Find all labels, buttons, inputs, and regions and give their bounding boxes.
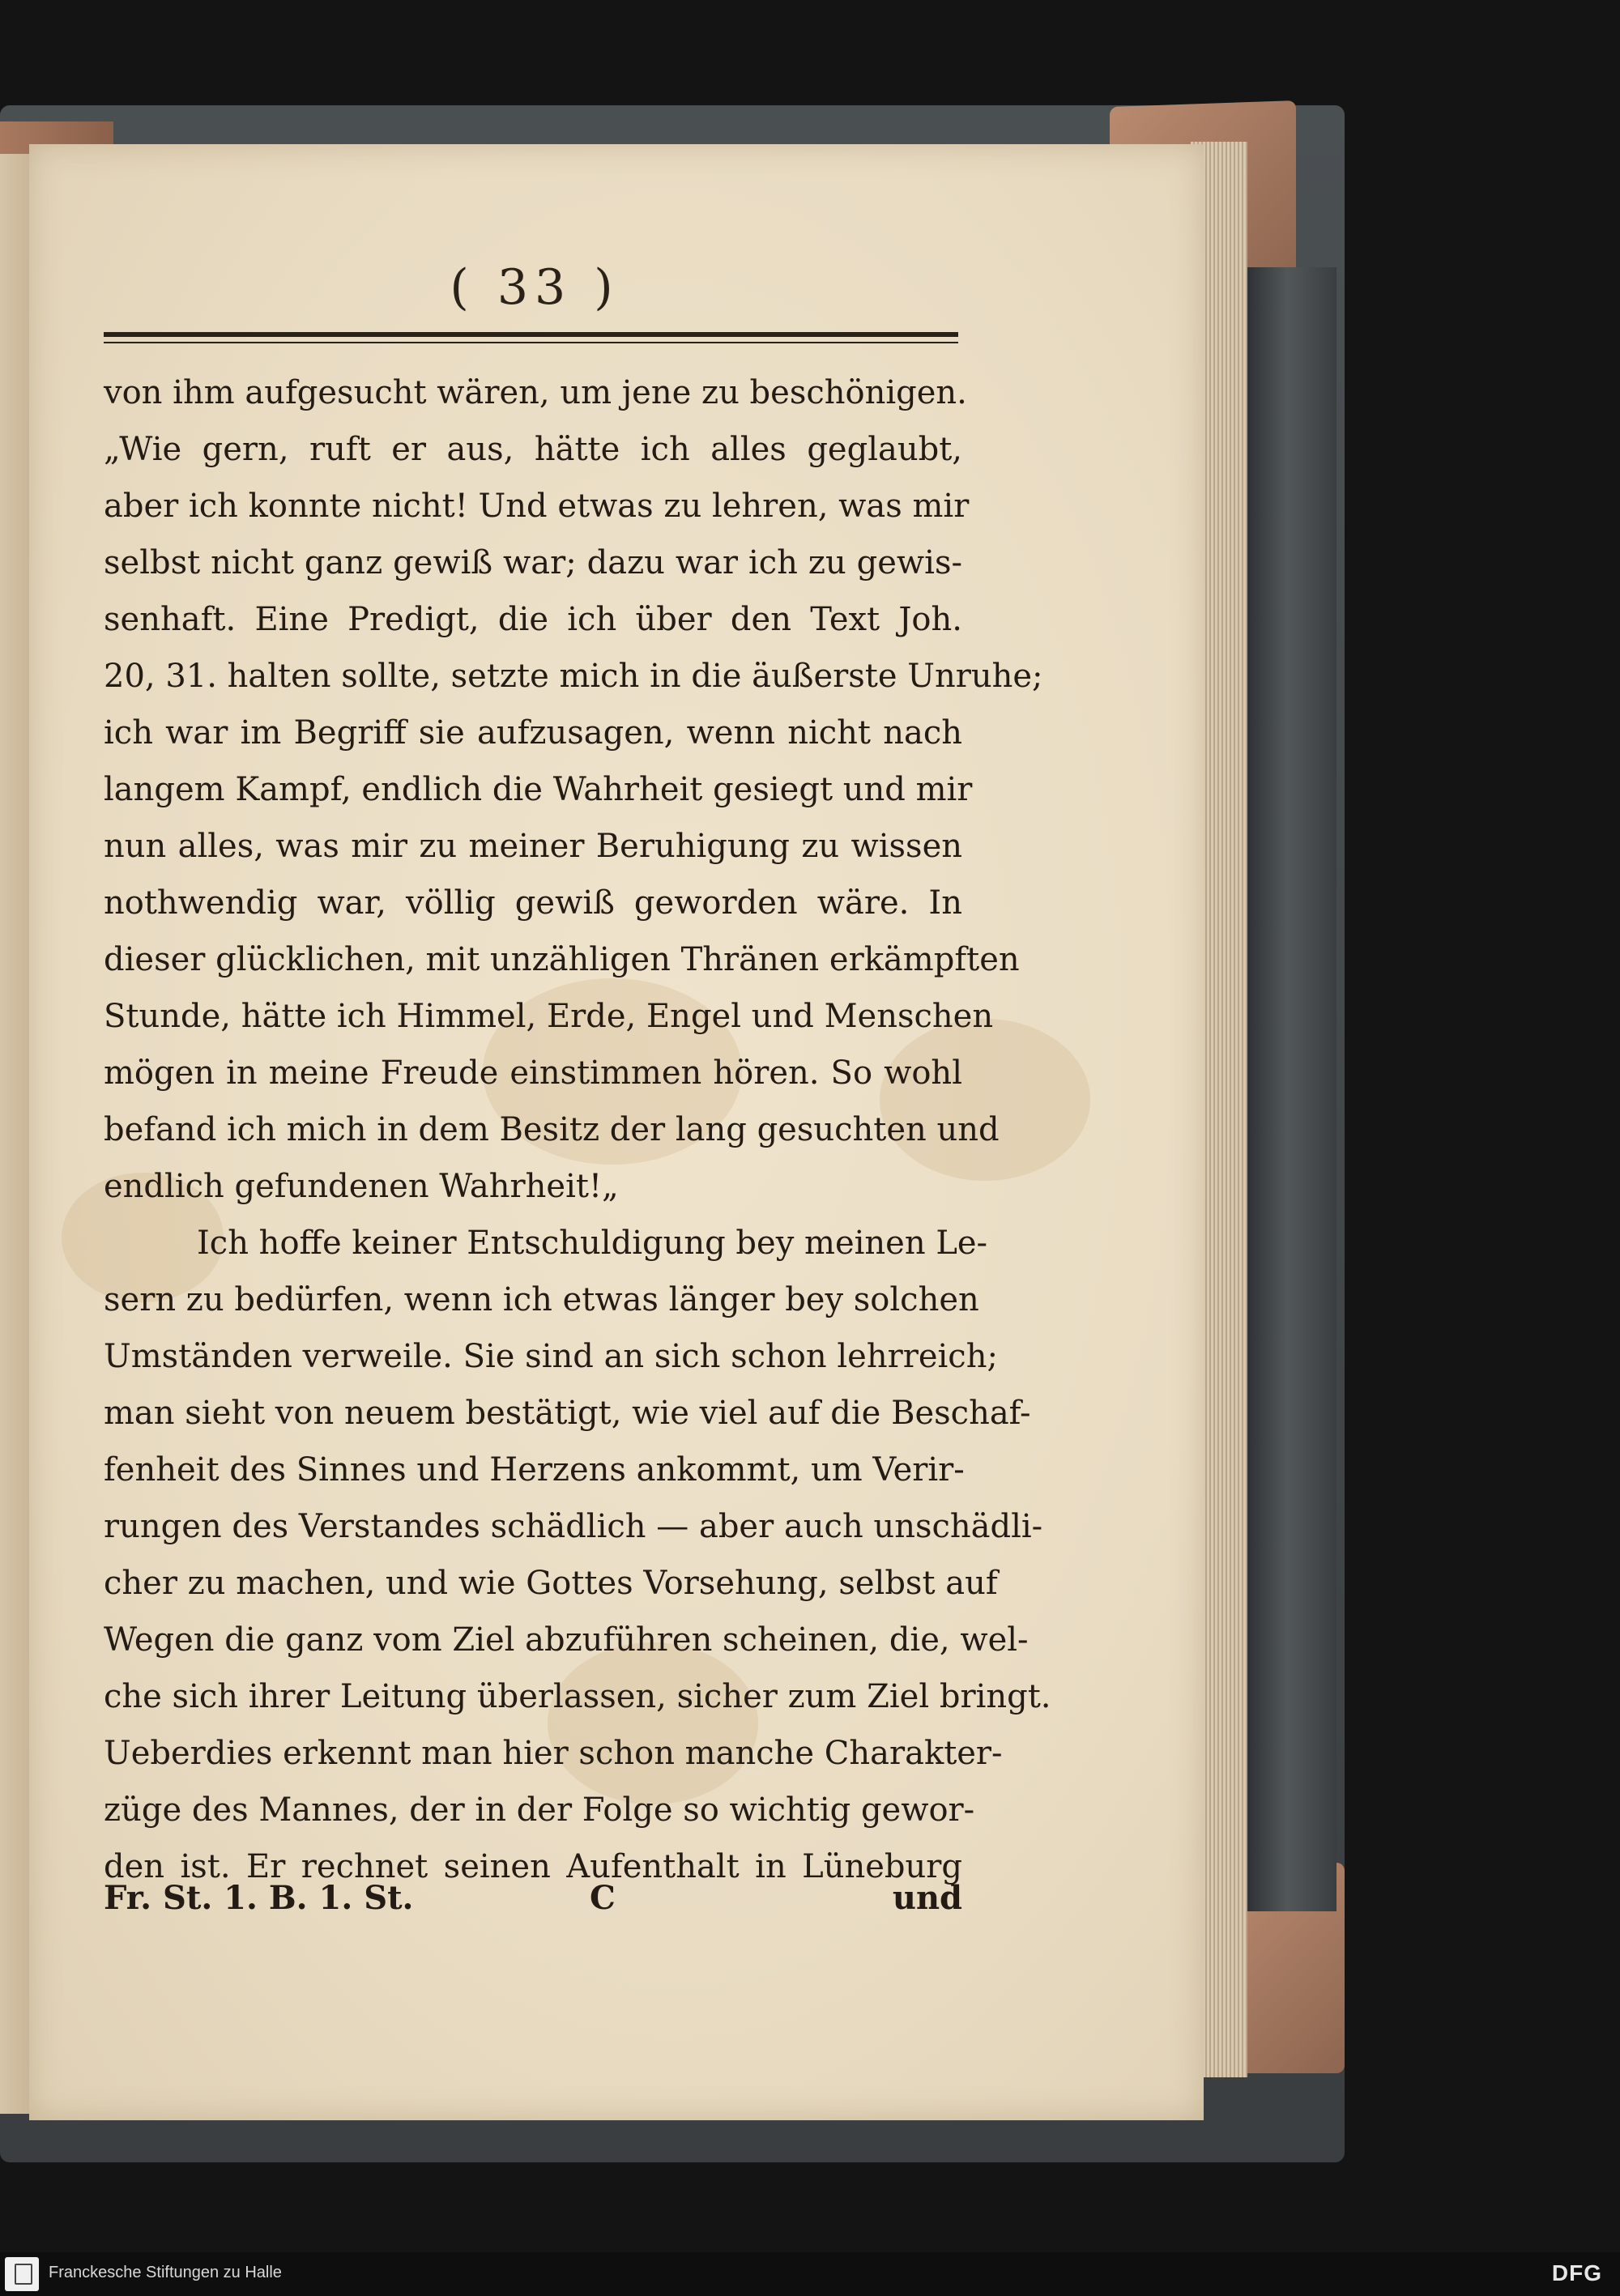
text-line: fenheit des Sinnes und Herzens ankommt, um Verir- <box>104 1451 965 1489</box>
text-line: Ueberdies erkennt man hier schon manche Charakter- <box>104 1735 1003 1772</box>
text-line: „Wie gern, ruft er aus, hätte ich alles geglaubt, <box>104 431 962 468</box>
text-line: cher zu machen, und wie Gottes Vorsehung, selbst auf <box>104 1565 998 1602</box>
text-line-paragraph-start: Ich hoffe keiner Entschuldigung bey meinen Le- <box>197 1225 988 1262</box>
text-line: rungen des Verstandes schädlich — aber auch unschädli- <box>104 1508 1043 1545</box>
page-footer <box>104 1879 962 1928</box>
text-line: Stunde, hätte ich Himmel, Erde, Engel und Menschen <box>104 998 994 1035</box>
page-number: ( 33 ) <box>450 259 620 316</box>
text-line: aber ich konnte nicht! Und etwas zu lehren, was mir <box>104 488 970 525</box>
header-rule <box>104 332 958 337</box>
text-line: langem Kampf, endlich die Wahrheit gesiegt und mir <box>104 771 973 808</box>
text-line: senhaft. Eine Predigt, die ich über den Text Joh. <box>104 601 962 638</box>
gathering-letter: C <box>590 1879 616 1917</box>
text-line: sern zu bedürfen, wenn ich etwas länger bey solchen <box>104 1281 979 1318</box>
text-line: nothwendig war, völlig gewiß geworden wäre. In <box>104 884 962 922</box>
text-line: züge des Mannes, der in der Folge so wichtig gewor- <box>104 1791 975 1829</box>
body-text <box>104 364 1051 1895</box>
text-line: den ist. Er rechnet seinen Aufenthalt in Lüneburg <box>104 1848 962 1885</box>
text-line: Wegen die ganz vom Ziel abzuführen scheinen, die, wel- <box>104 1621 1029 1659</box>
institution-name: Franckesche Stiftungen zu Halle <box>49 2264 282 2281</box>
text-line: von ihm aufgesucht wären, um jene zu beschönigen. <box>104 374 967 411</box>
text-line: mögen in meine Freude einstimmen hören. So wohl <box>104 1054 962 1092</box>
dfg-logo: DFG <box>1551 2260 1602 2285</box>
text-line: selbst nicht ganz gewiß war; dazu war ich zu gewis- <box>104 544 962 581</box>
text-line: man sieht von neuem bestätigt, wie viel auf die Beschaf- <box>104 1395 1031 1432</box>
viewer-footer-bar <box>0 2252 1620 2296</box>
institution-logo-icon <box>5 2257 39 2291</box>
text-line: nun alles, was mir zu meiner Beruhigung zu wissen <box>104 828 962 865</box>
text-line: dieser glücklichen, mit unzähligen Thränen erkämpften <box>104 941 1020 978</box>
facing-page-edge <box>0 154 31 2114</box>
text-line: 20, 31. halten sollte, setzte mich in die äußerste Unruhe; <box>104 658 1043 695</box>
text-line: endlich gefundenen Wahrheit!„ <box>104 1168 619 1205</box>
text-line: che sich ihrer Leitung überlassen, sicher zum Ziel bringt. <box>104 1678 1051 1715</box>
text-line: ich war im Begriff sie aufzusagen, wenn nicht nach <box>104 714 962 752</box>
text-line: Umständen verweile. Sie sind an sich schon lehrreich; <box>104 1338 998 1375</box>
text-line: befand ich mich in dem Besitz der lang gesuchten und <box>104 1111 1000 1148</box>
signature-mark: Fr. St. 1. B. 1. St. <box>104 1879 414 1917</box>
catchword: und <box>892 1879 962 1917</box>
header-rule-thin <box>104 342 958 343</box>
cover-edge <box>1247 267 1336 1911</box>
